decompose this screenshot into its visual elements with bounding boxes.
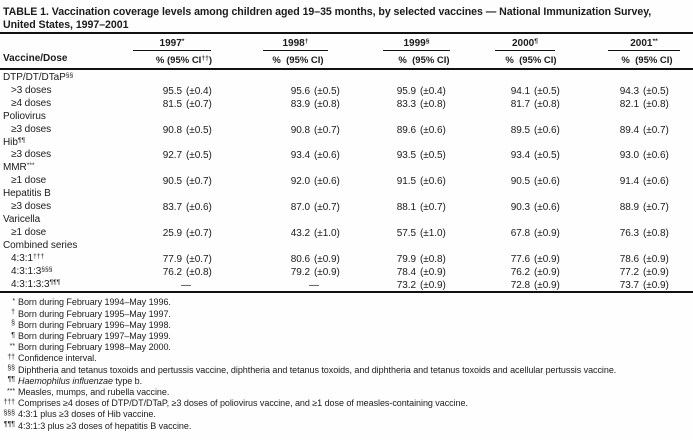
cell-ci: (±0.5) <box>186 124 212 136</box>
cell-value: 83.9 <box>290 98 310 110</box>
table-row <box>0 85 693 98</box>
cell-ci: (±0.7) <box>420 202 446 214</box>
table-title-line2: United States, 1997–2001 <box>3 19 129 31</box>
table-category-row <box>0 162 693 175</box>
footnote <box>0 387 693 398</box>
cell-ci: (±1.0) <box>420 227 446 239</box>
cell-ci: (±0.8) <box>420 98 446 110</box>
footnote-text-tail: type b. <box>112 375 143 386</box>
row-header-label: Vaccine/Dose <box>3 53 68 64</box>
cell-value: 77.6 <box>510 253 530 265</box>
footnote-mark: ¶ <box>534 38 539 45</box>
cell-value: 93.5 <box>396 150 416 162</box>
cell-ci: (±0.9) <box>314 266 340 278</box>
row-label-text: ≥3 doses <box>11 123 52 135</box>
footnote-text: Born during February 1995–May 1997. <box>18 308 171 319</box>
year-label <box>133 38 211 51</box>
year-text: 1999 <box>403 38 426 49</box>
cell-ci: (±0.7) <box>643 202 669 214</box>
cell-value: 73.2 <box>396 279 416 291</box>
cell-value: 78.4 <box>396 266 416 278</box>
cell-value: — <box>181 279 191 291</box>
cell-value: 82.1 <box>619 98 639 110</box>
cell-value: 91.5 <box>396 176 416 188</box>
cell-ci: (±0.6) <box>420 176 446 188</box>
footnote-mark: †† <box>7 353 15 361</box>
row-label <box>0 85 150 98</box>
table-row <box>0 227 693 240</box>
table-category-row <box>0 137 693 150</box>
cell-value: 88.9 <box>619 202 639 214</box>
footnote-mark: * <box>181 38 185 45</box>
cell-value: 93.4 <box>290 150 310 162</box>
cell-value: 90.5 <box>162 176 182 188</box>
cell-ci: (±0.5) <box>420 150 446 162</box>
footnote <box>0 421 693 432</box>
footnote-mark: ** <box>652 38 658 45</box>
column-header-2001 <box>608 38 680 66</box>
cell-value: 90.8 <box>162 124 182 136</box>
footnote-text: Measles, mumps, and rubella vaccine. <box>18 387 170 398</box>
row-label-text: ≥1 dose <box>11 226 47 238</box>
footnote-mark: *** <box>6 387 15 395</box>
cell-value: 77.9 <box>162 253 182 265</box>
column-subheader <box>587 55 693 66</box>
cell-value: 94.3 <box>619 85 639 97</box>
subheader-text: % (95% CI) <box>621 55 673 66</box>
footnote <box>0 342 693 353</box>
cell-ci: (±1.0) <box>314 227 340 239</box>
row-label-text: DTP/DT/DTaP <box>3 72 66 83</box>
cell-value: 91.4 <box>619 176 639 188</box>
subheader-text: % (95% CI) <box>398 55 450 66</box>
footnote-mark: † <box>11 309 15 317</box>
cell-ci: (±0.9) <box>643 279 669 291</box>
cell-value: 92.7 <box>162 150 182 162</box>
cell-ci: (±0.9) <box>534 279 560 291</box>
row-label <box>0 188 693 201</box>
row-label-text: ≥3 doses <box>11 201 52 213</box>
table-title-line1: TABLE 1. Vaccination coverage levels among children aged 19–35 months, by selected vaccines — National Immunization Survey, <box>3 6 652 18</box>
footnote-text: 4:3:1:3 plus ≥3 doses of hepatitis B vaccine. <box>18 420 192 431</box>
cell-value: 89.4 <box>619 124 639 136</box>
cell-ci: (±0.9) <box>643 253 669 265</box>
column-header-1999 <box>383 38 450 66</box>
cell-ci: (±0.9) <box>534 227 560 239</box>
cell-value: 87.0 <box>290 202 310 214</box>
cell-value: 72.8 <box>510 279 530 291</box>
column-subheader <box>364 55 484 66</box>
table-row <box>0 266 693 279</box>
row-label <box>0 162 693 175</box>
row-label-text: 4:3:1:3 <box>11 265 42 277</box>
cell-ci: (±0.9) <box>420 266 446 278</box>
footnotes <box>0 297 693 431</box>
cell-ci: (±0.8) <box>420 253 446 265</box>
cell-value: 93.4 <box>510 150 530 162</box>
cell-ci: (±0.6) <box>534 124 560 136</box>
cell-ci: (±0.6) <box>534 202 560 214</box>
footnote-mark: * <box>12 297 15 305</box>
footnote-mark: † <box>304 38 309 45</box>
column-header-1998 <box>263 38 328 66</box>
footnote-text <box>18 376 693 387</box>
footnote-mark: §§ <box>65 72 74 79</box>
table-row <box>0 98 693 111</box>
footnote-mark: *** <box>26 162 35 170</box>
cell-ci: (±0.6) <box>643 176 669 188</box>
cell-ci: (±0.5) <box>534 150 560 162</box>
footnote-mark: ¶¶ <box>17 136 26 144</box>
cell-value: 95.5 <box>162 85 182 97</box>
cell-value: 76.3 <box>619 227 639 239</box>
row-label <box>0 253 150 266</box>
table-category-row <box>0 111 693 124</box>
footnote-text: Born during February 1997–May 1999. <box>18 331 171 342</box>
footnote <box>0 409 693 420</box>
cell-value: 93.0 <box>619 150 639 162</box>
row-label-text: ≥3 doses <box>11 149 52 161</box>
row-label-text: Hepatitis B <box>3 188 51 200</box>
cell-ci: (±0.6) <box>643 150 669 162</box>
cell-ci: (±0.8) <box>643 98 669 110</box>
footnote-italic-text: Haemophilus influenzae <box>18 375 113 386</box>
table-row <box>0 279 693 292</box>
footnote-text: Born during February 1998–May 2000. <box>18 342 171 353</box>
table-row <box>0 124 693 137</box>
cell-value: 90.8 <box>290 124 310 136</box>
year-label <box>263 38 328 51</box>
header-rule <box>0 68 693 70</box>
cell-value: 94.1 <box>510 85 530 97</box>
table-category-row <box>0 72 693 85</box>
row-label <box>0 266 150 279</box>
row-label <box>0 98 150 111</box>
cell-ci: (±0.5) <box>643 85 669 97</box>
year-label <box>495 38 555 51</box>
cell-ci: (±0.8) <box>643 227 669 239</box>
cell-ci: (±0.5) <box>534 85 560 97</box>
cell-value: 76.2 <box>162 266 182 278</box>
row-label-text: ≥1 dose <box>11 175 47 187</box>
footnote-mark: §§ <box>7 365 15 373</box>
cell-value: 95.9 <box>396 85 416 97</box>
cell-value: 80.6 <box>290 253 310 265</box>
footnote <box>0 320 693 331</box>
row-label <box>0 279 150 292</box>
cell-ci: (±0.7) <box>643 124 669 136</box>
footnote-mark: †† <box>201 55 209 62</box>
row-label-text: Poliovirus <box>3 110 46 122</box>
cell-ci: (±0.4) <box>186 85 212 97</box>
cell-ci: (±0.9) <box>420 279 446 291</box>
footnote <box>0 365 693 376</box>
year-text: 2001 <box>630 38 653 49</box>
footnote-mark: ¶¶¶ <box>3 421 15 429</box>
cell-value: 95.6 <box>290 85 310 97</box>
footnote-mark: ¶ <box>11 331 15 339</box>
cell-value: 90.3 <box>510 202 530 214</box>
cell-ci: (±0.9) <box>643 266 669 278</box>
cell-ci: (±0.9) <box>534 266 560 278</box>
vaccination-coverage-table <box>0 72 693 291</box>
row-label-text: >3 doses <box>11 84 52 96</box>
footnote-mark: § <box>11 320 15 328</box>
cell-ci: (±0.6) <box>534 176 560 188</box>
row-label-text: Varicella <box>3 213 41 225</box>
cell-ci <box>182 279 246 292</box>
cell-value: 57.5 <box>396 227 416 239</box>
cell-ci: (±0.6) <box>186 202 212 214</box>
table-category-row <box>0 214 693 227</box>
footnote <box>0 376 693 387</box>
footnote-text: Confidence interval. <box>18 353 97 364</box>
table-category-row <box>0 240 693 253</box>
table-row <box>0 201 693 214</box>
subheader-text: % (95% CI) <box>272 55 324 66</box>
footnote-mark: ††† <box>3 398 15 406</box>
row-label <box>0 240 693 253</box>
column-header-1997 <box>133 38 213 66</box>
footnote-text: Comprises ≥4 doses of DTP/DT/DTaP, ≥3 doses of poliovirus vaccine, and ≥1 dose of measles-containing vaccine. <box>18 398 468 409</box>
cell-value: 88.1 <box>396 202 416 214</box>
footnote-mark: § <box>425 38 430 45</box>
row-label-text: ≥4 doses <box>11 97 52 109</box>
cell-value: 73.7 <box>619 279 639 291</box>
cell-value: 25.9 <box>162 227 182 239</box>
cell-ci: (±0.7) <box>314 124 340 136</box>
cell-ci: (±0.9) <box>314 253 340 265</box>
year-text: 1997 <box>159 38 182 49</box>
cell-value: 92.0 <box>290 176 310 188</box>
year-label <box>608 38 680 51</box>
row-label-text: Combined series <box>3 239 78 251</box>
footnote-text: Born during February 1994–May 1996. <box>18 297 171 308</box>
column-header-2000 <box>495 38 557 66</box>
cell-ci: (±0.8) <box>314 98 340 110</box>
cell-value: 90.5 <box>510 176 530 188</box>
cell-value: 79.2 <box>290 266 310 278</box>
row-label-text: Hib <box>3 136 18 148</box>
row-label <box>0 72 693 85</box>
cell-value: 83.7 <box>162 202 182 214</box>
footnote-text: Born during February 1996–May 1998. <box>18 319 171 330</box>
footnote-mark: ††† <box>33 252 45 260</box>
year-text: 2000 <box>511 38 535 49</box>
footnote-mark: ¶¶ <box>7 376 15 384</box>
row-label <box>0 137 693 150</box>
cell-ci: (±0.4) <box>420 85 446 97</box>
row-label <box>0 175 150 188</box>
footnote-text: Diphtheria and tetanus toxoids and pertussis vaccine, diphtheria and tetanus toxoids, and diphtheria and tetanus toxoids and acellular pertussis vaccine. <box>18 364 617 375</box>
column-subheader <box>124 55 244 66</box>
cell-value: — <box>309 279 319 291</box>
column-subheader <box>238 55 358 66</box>
row-label <box>0 149 150 162</box>
footnote <box>0 353 693 364</box>
cell-ci: (±0.5) <box>186 150 212 162</box>
footnote-mark: ¶¶¶ <box>49 278 61 286</box>
row-label-text: 4:3:1 <box>11 252 33 264</box>
footnote <box>0 309 693 320</box>
column-subheader <box>471 55 591 66</box>
table-bottom-rule <box>0 291 693 293</box>
cell-value: 89.6 <box>396 124 416 136</box>
cell-ci <box>310 279 374 292</box>
cell-ci: (±0.7) <box>186 98 212 110</box>
year-text: 1998 <box>282 38 305 49</box>
year-label <box>383 38 450 51</box>
subheader-text: % (95% CI) <box>505 55 557 66</box>
footnote-text: 4:3:1 plus ≥3 doses of Hib vaccine. <box>18 409 156 420</box>
cell-ci: (±0.6) <box>314 150 340 162</box>
footnote-mark: §§§ <box>3 409 15 417</box>
cell-value: 43.2 <box>290 227 310 239</box>
subheader-text: % (95% CI <box>155 55 202 66</box>
cell-ci: (±0.7) <box>186 253 212 265</box>
footnote-mark: ** <box>9 342 15 350</box>
cell-value: 78.6 <box>619 253 639 265</box>
cell-ci: (±0.7) <box>314 202 340 214</box>
footnote <box>0 398 693 409</box>
cell-value: 89.5 <box>510 124 530 136</box>
cell-ci: (±0.7) <box>186 176 212 188</box>
row-label-text: 4:3:1:3:3 <box>11 278 50 290</box>
row-label-text: MMR <box>3 162 27 174</box>
table-header <box>0 34 693 68</box>
row-label <box>0 227 150 240</box>
cell-ci: (±0.6) <box>420 124 446 136</box>
footnote <box>0 331 693 342</box>
footnote <box>0 297 693 308</box>
table-row <box>0 175 693 188</box>
row-label <box>0 214 693 227</box>
footnote-mark: §§§ <box>41 265 53 273</box>
cell-value: 76.2 <box>510 266 530 278</box>
table-category-row <box>0 188 693 201</box>
row-label <box>0 111 693 124</box>
table-row <box>0 149 693 162</box>
cell-value: 81.7 <box>510 98 530 110</box>
subheader-close: ) <box>208 55 213 66</box>
cell-ci: (±0.5) <box>314 85 340 97</box>
table-title <box>0 0 693 32</box>
cell-value: 67.8 <box>510 227 530 239</box>
cell-ci: (±0.7) <box>186 227 212 239</box>
row-label <box>0 124 150 137</box>
table-row <box>0 253 693 266</box>
cell-value: 79.9 <box>396 253 416 265</box>
cell-ci: (±0.8) <box>534 98 560 110</box>
cell-ci: (±0.8) <box>186 266 212 278</box>
cell-value: 81.5 <box>162 98 182 110</box>
cell-ci: (±0.9) <box>534 253 560 265</box>
cell-value: 77.2 <box>619 266 639 278</box>
cell-ci: (±0.6) <box>314 176 340 188</box>
row-label <box>0 201 150 214</box>
cell-value: 83.3 <box>396 98 416 110</box>
